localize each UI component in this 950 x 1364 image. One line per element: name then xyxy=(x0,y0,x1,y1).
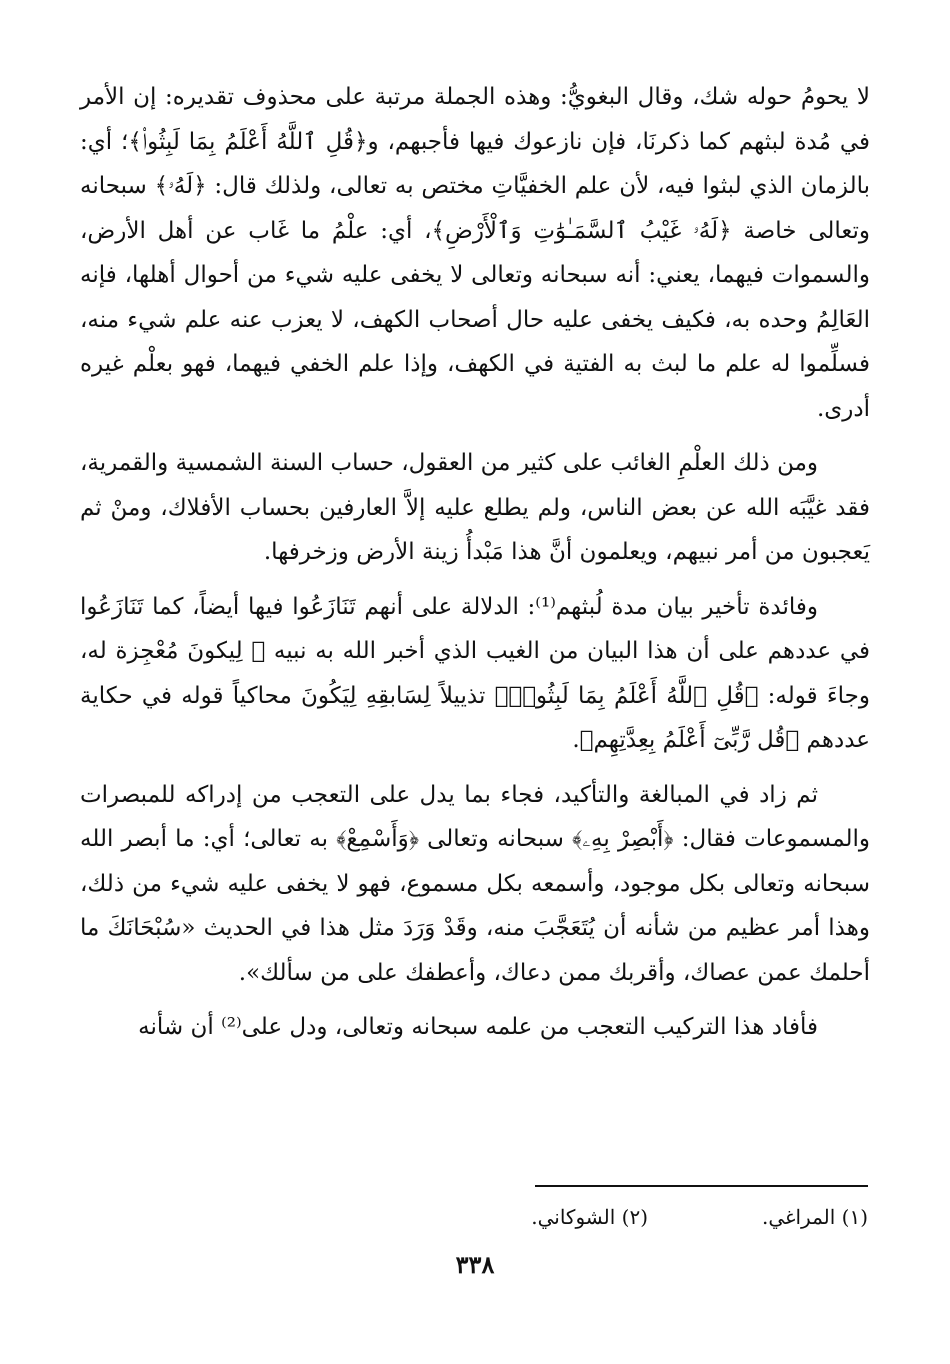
paragraph-1: لا يحومُ حوله شك، وقال البغويُّ: وهذه الجملة مرتبة على محذوف تقديره: إن الأمر في مُدة لبثهم كما ذكرنَا، فإن نازعوك فيها فأجبهم، و﴿قُلِ ٱللَّهُ أَعْلَمُ بِمَا لَبِثُوا۟﴾؛ أي: بالزمان الذي لبثوا فيه، لأن علم الخفيَّاتِ مختص به تعالى، ولذلك قال: ﴿لَهُۥ﴾ سبحانه وتعالى خاصة ﴿لَهُۥ غَيْبُ ٱلسَّمَـٰوَٰتِ وَٱلْأَرْضِ﴾، أي: علْمُ ما غَاب عن أهل الأرض، والسموات فيهما، يعني: أنه سبحانه وتعالى لا يخفى عليه شيء من أحوال أهلها، فإنه العَالِمُ وحده به، فكيف يخفى عليه حال أصحاب الكهف، لا يعزب عنه علم شيء منه، فسلِّموا له علم ما لبث به الفتية في الكهف، وإذا علم الخفي فيهما، فهو بعلْم غيره أدرى. xyxy=(80,84,870,422)
page-body xyxy=(80,75,870,1060)
paragraph-2: ومن ذلك العلْمِ الغائب على كثير من العقول، حساب السنة الشمسية والقمرية، فقد غيَّبَه الله عن بعض الناس، ولم يطلع عليه إلاَّ العارفين بحساب الأفلاك، ومنْ ثم يَعجبون من أمر نبيهم، ويعلمون أنَّ هذا مَبْدأُ زينة الأرض وزخرفها. xyxy=(80,450,870,565)
page-number: ٣٣٨ xyxy=(455,1250,495,1279)
paragraph-3: وفائدة تأخير بيان مدة لُبثهم⁽¹⁾: الدلالة على أنهم تَنَازَعُوا فيها أيضاً، كما تَنَازَعُوا في عددهم على أن هذا البيان من الغيب الذي أخبر الله به نبيه ﷺ لِيكونَ مُعْجِزة له، وجاءَ قوله: ﴿قُلِ ٱللَّهُ أَعْلَمُ بِمَا لَبِثُوا۟﴾ تذييلاً لِسَابقِهِ لِيَكُونَ محاكياً قوله في حكاية عددهم ﴿قُل رَّبِّىٓ أَعْلَمُ بِعِدَّتِهِم﴾. xyxy=(80,593,870,753)
footnote-1: (١) المراغي. xyxy=(761,1205,868,1229)
paragraph-5: فأفاد هذا التركيب التعجب من علمه سبحانه وتعالى، ودل على⁽²⁾ أن شأنه xyxy=(138,1014,818,1040)
paragraph-4: ثم زاد في المبالغة والتأكيد، فجاء بما يدل على التعجب من إدراكه للمبصرات والمسموعات فقال: ﴿أَبْصِرْ بِهِۦ﴾ سبحانه وتعالى ﴿وَأَسْمِعْ﴾ به تعالى؛ أي: ما أبصر الله سبحانه وتعالى بكل موجود، وأسمعه بكل مسموع، فهو لا يخفى عليه شيء من ذلك، وهذا أمر عظيم من شأنه أن يُتَعَجَّبَ منه، وقَدْ وَرَدَ مثل هذا في الحديث «سُبْحَانَكَ ما أحلمك عمن عصاك، وأقربك ممن دعاك، وأعطفك على من سألك». xyxy=(80,781,870,986)
footnote-2: (٢) الشوكاني. xyxy=(531,1205,648,1229)
footnote-divider xyxy=(535,1185,868,1187)
footnotes xyxy=(300,1202,868,1232)
